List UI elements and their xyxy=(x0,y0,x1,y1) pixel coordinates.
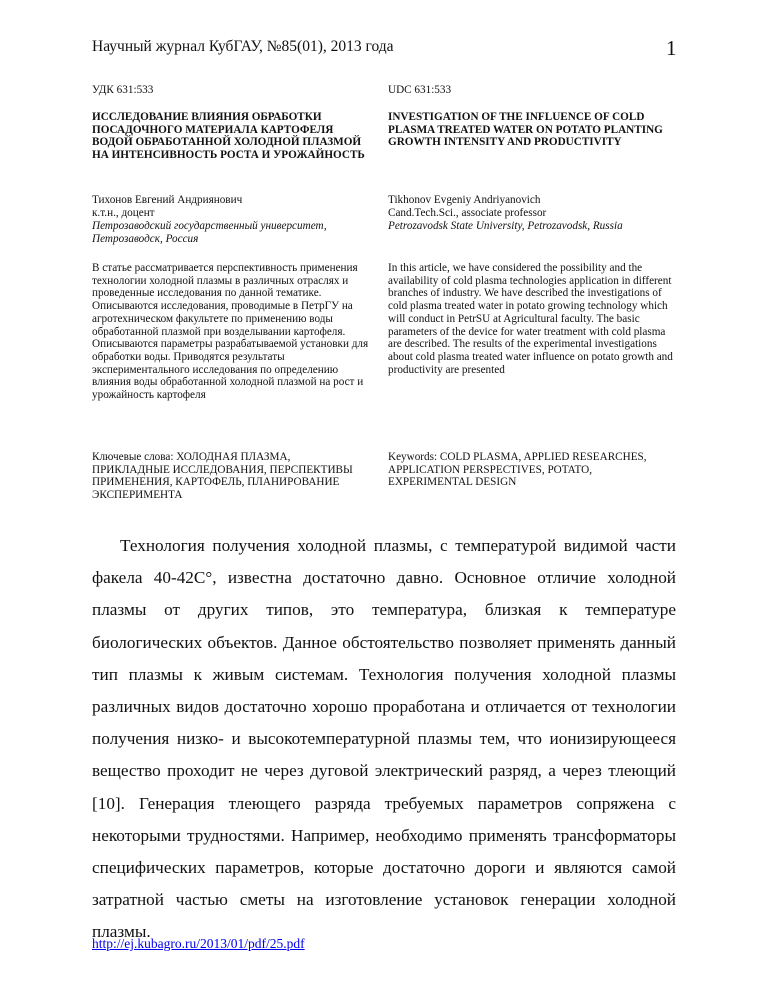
abstract-en: In this article, we have considered the possibility and the availability of cold plasma technologies application in different branches of industry. We have described the investigations of cold plasma treated water in potato growing technology which will conduct in PetrSU at Agricultural faculty. The basic parameters of the device for water treatment with cold plasma are described. The results of the experimental investigations about cold plasma treated water influence on potato growth and productivity are presented xyxy=(388,262,673,376)
footer-url-link[interactable]: http://ej.kubagro.ru/2013/01/pdf/25.pdf xyxy=(92,936,305,951)
affiliation-en: Petrozavodsk State University, Petrozavodsk, Russia xyxy=(388,220,623,232)
affiliation-ru-line2: Петрозаводск, Россия xyxy=(92,233,199,245)
keywords-ru: Ключевые слова: ХОЛОДНАЯ ПЛАЗМА, ПРИКЛАДНЫЕ ИССЛЕДОВАНИЯ, ПЕРСПЕКТИВЫ ПРИМЕНЕНИЯ, КАРТОФЕЛЬ, ПЛАНИРОВАНИЕ ЭКСПЕРИМЕНТА xyxy=(92,451,353,502)
author-degree-en: Cand.Tech.Sci., associate professor xyxy=(388,207,547,219)
keywords-en: Keywords: COLD PLASMA, APPLIED RESEARCHES, APPLICATION PERSPECTIVES, POTATO, EXPERIMENTAL DESIGN xyxy=(388,451,647,489)
author-name-ru: Тихонов Евгений Андриянович xyxy=(92,194,243,206)
title-en: INVESTIGATION OF THE INFLUENCE OF COLD PLASMA TREATED WATER ON POTATO PLANTING GROWTH INTENSITY AND PRODUCTIVITY xyxy=(388,111,663,149)
body-paragraph: Технология получения холодной плазмы, с температурой видимой части факела 40-42С°, известна достаточно давно. Основное отличие холодной плазмы от других типов, это температура, близкая к температуре биологических объектов. Данное обстоятельство позволяет применять данный тип плазмы к живым системам. Технология получения холодной плазмы различных видов достаточно хорошо проработана и отличается от технологии получения низко- и высокотемпературной плазмы тем, что ионизирующееся вещество проходит не через дуговой электрический разряд, а через тлеющий [10]. Генерация тлеющего разряда требуемых параметров сопряжена с некоторыми трудностями. Например, необходимо применять трансформаторы специфических параметров, которые достаточно дороги и являются самой затратной частью сметы на изготовление установок генерации холодной плазмы. xyxy=(92,536,676,942)
author-block-en xyxy=(388,194,678,233)
udc-ru: УДК 631:533 xyxy=(92,84,154,96)
author-name-en: Tikhonov Evgeniy Andriyanovich xyxy=(388,194,541,206)
title-ru: ИССЛЕДОВАНИЕ ВЛИЯНИЯ ОБРАБОТКИ ПОСАДОЧНОГО МАТЕРИАЛА КАРТОФЕЛЯ ВОДОЙ ОБРАБОТАННОЙ ХОЛОДНОЙ ПЛАЗМОЙ НА ИНТЕНСИВНОСТЬ РОСТА И УРОЖАЙНОСТЬ xyxy=(92,111,365,161)
author-degree-ru: к.т.н., доцент xyxy=(92,207,155,219)
author-block-ru xyxy=(92,194,370,246)
udc-en: UDC 631:533 xyxy=(388,84,452,96)
abstract-ru: В статье рассматривается перспективность применения технологии холодной плазмы в различных отраслях и проведенные исследования по данной тематике. Описываются исследования, проводимые в ПетрГУ на агротехническом факультете по применению воды обработанной плазмой при возделывании картофеля. Описываются параметры разрабатываемой установки для обработки воды. Приводятся результаты экспериментального исследования по определению влияния воды обработанной холодной плазмой на рост и урожайность картофеля xyxy=(92,262,369,402)
page-number: 1 xyxy=(666,36,677,60)
affiliation-ru-line1: Петрозаводский государственный университет, xyxy=(92,220,327,232)
journal-header: Научный журнал КубГАУ, №85(01), 2013 года xyxy=(92,38,394,55)
